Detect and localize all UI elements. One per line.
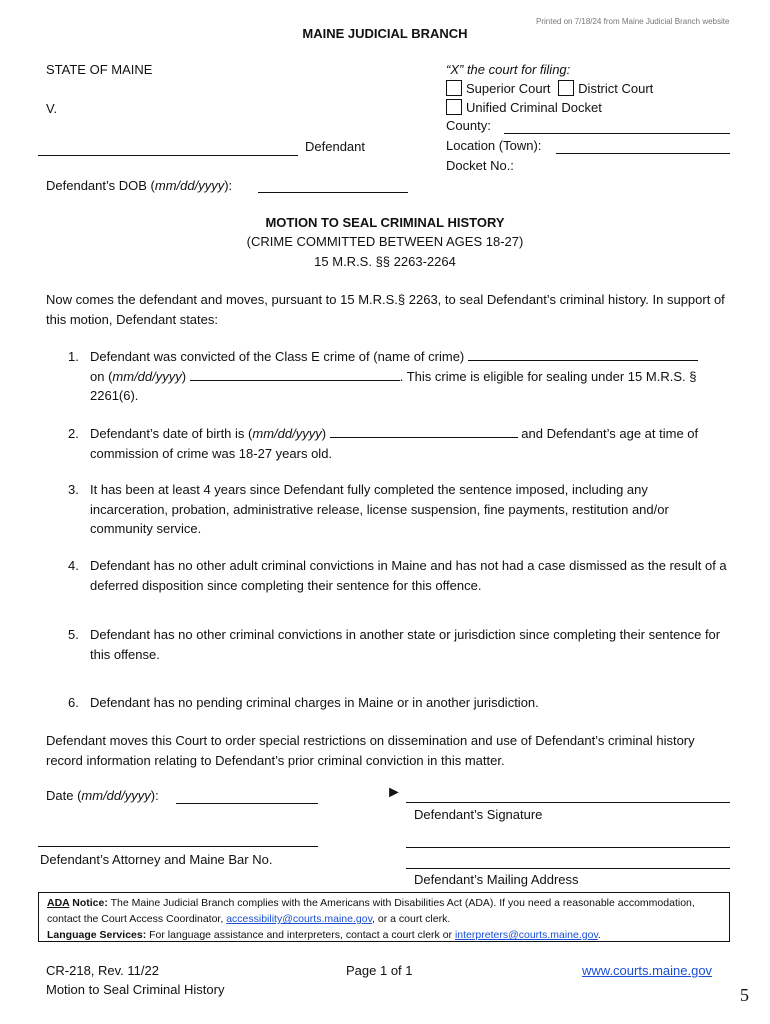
state-label: STATE OF MAINE bbox=[46, 62, 153, 77]
superior-court-checkbox[interactable] bbox=[446, 80, 462, 96]
language-services: Language Services: For language assistance and interpreters, contact a court clerk or interpreters@courts.maine.gov. bbox=[47, 929, 601, 941]
superior-court-label: Superior Court bbox=[466, 81, 551, 96]
birth-date-field[interactable] bbox=[330, 425, 518, 438]
location-field-line[interactable] bbox=[556, 153, 730, 154]
location-label: Location (Town): bbox=[446, 138, 542, 153]
page-number: 5 bbox=[740, 985, 749, 1005]
address-line-1[interactable] bbox=[406, 847, 730, 848]
form-name: Motion to Seal Criminal History bbox=[46, 982, 225, 997]
date-field-line[interactable] bbox=[176, 803, 318, 804]
county-field-line[interactable] bbox=[504, 133, 730, 134]
website-link[interactable]: www.courts.maine.gov bbox=[582, 963, 713, 978]
motion-title: MOTION TO SEAL CRIMINAL HISTORY bbox=[265, 215, 505, 230]
address-label: Defendant’s Mailing Address bbox=[414, 872, 579, 887]
dob-field-line[interactable] bbox=[258, 192, 408, 193]
list-item: 5. Defendant has no other criminal convictions in another state or jurisdiction since completing their sentence for this offense. bbox=[68, 627, 721, 662]
interpreters-email-link[interactable]: interpreters@courts.maine.gov bbox=[454, 929, 598, 941]
attorney-line[interactable] bbox=[38, 846, 318, 847]
dob-label: Defendant’s DOB (mm/dd/yyyy): bbox=[46, 178, 233, 193]
signature-arrow-icon: ► bbox=[386, 784, 402, 801]
ada-notice: ADA Notice: The Maine Judicial Branch complies with the Americans with Disabilities Act (ADA). If you need a reasonable accommodation, contact the Court Access Coordinator, accessibility@courts.maine.gov, or a court clerk. bbox=[47, 897, 695, 925]
list-item: 3. It has been at least 4 years since Defendant fully completed the sentence imposed, including any incarceration, probation, administrative release, license suspension, fine payments, restitution and/or community service. bbox=[68, 482, 669, 536]
crime-name-field[interactable] bbox=[468, 348, 698, 361]
list-item: 2. Defendant’s date of birth is (mm/dd/yyyy) and Defendant’s age at time of commission of crime was 18-27 years old. bbox=[68, 426, 699, 461]
county-label: County: bbox=[446, 118, 491, 133]
motion-subtitle: (CRIME COMMITTED BETWEEN AGES 18-27) bbox=[246, 234, 524, 249]
attorney-label: Defendant’s Attorney and Maine Bar No. bbox=[40, 852, 273, 867]
court-row-2 bbox=[446, 99, 602, 115]
intro-paragraph: Now comes the defendant and moves, pursuant to 15 M.R.S.§ 2263, to seal Defendant’s criminal history. In support of this motion, Defendant states: bbox=[46, 292, 725, 327]
address-line-2[interactable] bbox=[406, 868, 730, 869]
list-item: 6. Defendant has no pending criminal charges in Maine or in another jurisdiction. bbox=[68, 695, 539, 710]
court-prompt: “X” the court for filing: bbox=[446, 62, 571, 77]
signature-line[interactable] bbox=[406, 802, 730, 803]
request-paragraph: Defendant moves this Court to order special restrictions on dissemination and use of Defendant’s criminal history record information relating to Defendant’s prior criminal conviction in this matter. bbox=[46, 733, 695, 768]
list-item: 1. Defendant was convicted of the Class E crime of (name of crime) on (mm/dd/yyyy) . This crime is eligible for sealing under 15 M.R.S. § 2261(6). bbox=[68, 349, 697, 403]
list-item: 4. Defendant has no other adult criminal convictions in Maine and has not had a case dismissed as the result of a deferred disposition since completing their sentence for this offence. bbox=[68, 558, 727, 593]
versus-label: V. bbox=[46, 101, 58, 116]
signature-label: Defendant’s Signature bbox=[414, 807, 543, 822]
district-court-checkbox[interactable] bbox=[558, 80, 574, 96]
ada-notice-box bbox=[38, 892, 730, 942]
print-watermark: Printed on 7/18/24 from Maine Judicial Branch website bbox=[536, 17, 730, 26]
defendant-label: Defendant bbox=[305, 139, 365, 154]
unified-docket-label: Unified Criminal Docket bbox=[466, 100, 602, 115]
district-court-label: District Court bbox=[578, 81, 654, 96]
date-label: Date (mm/dd/yyyy): bbox=[46, 788, 159, 803]
form-id: CR-218, Rev. 11/22 bbox=[46, 963, 159, 978]
court-row-1 bbox=[446, 80, 653, 96]
accessibility-email-link[interactable]: accessibility@courts.maine.gov bbox=[226, 913, 373, 925]
branch-heading: MAINE JUDICIAL BRANCH bbox=[302, 26, 468, 41]
docket-label: Docket No.: bbox=[446, 158, 514, 173]
unified-docket-checkbox[interactable] bbox=[446, 99, 462, 115]
defendant-name-line[interactable] bbox=[38, 155, 298, 156]
statute-reference: 15 M.R.S. §§ 2263-2264 bbox=[314, 254, 456, 269]
conviction-date-field[interactable] bbox=[190, 368, 400, 381]
page-indicator: Page 1 of 1 bbox=[346, 963, 413, 978]
